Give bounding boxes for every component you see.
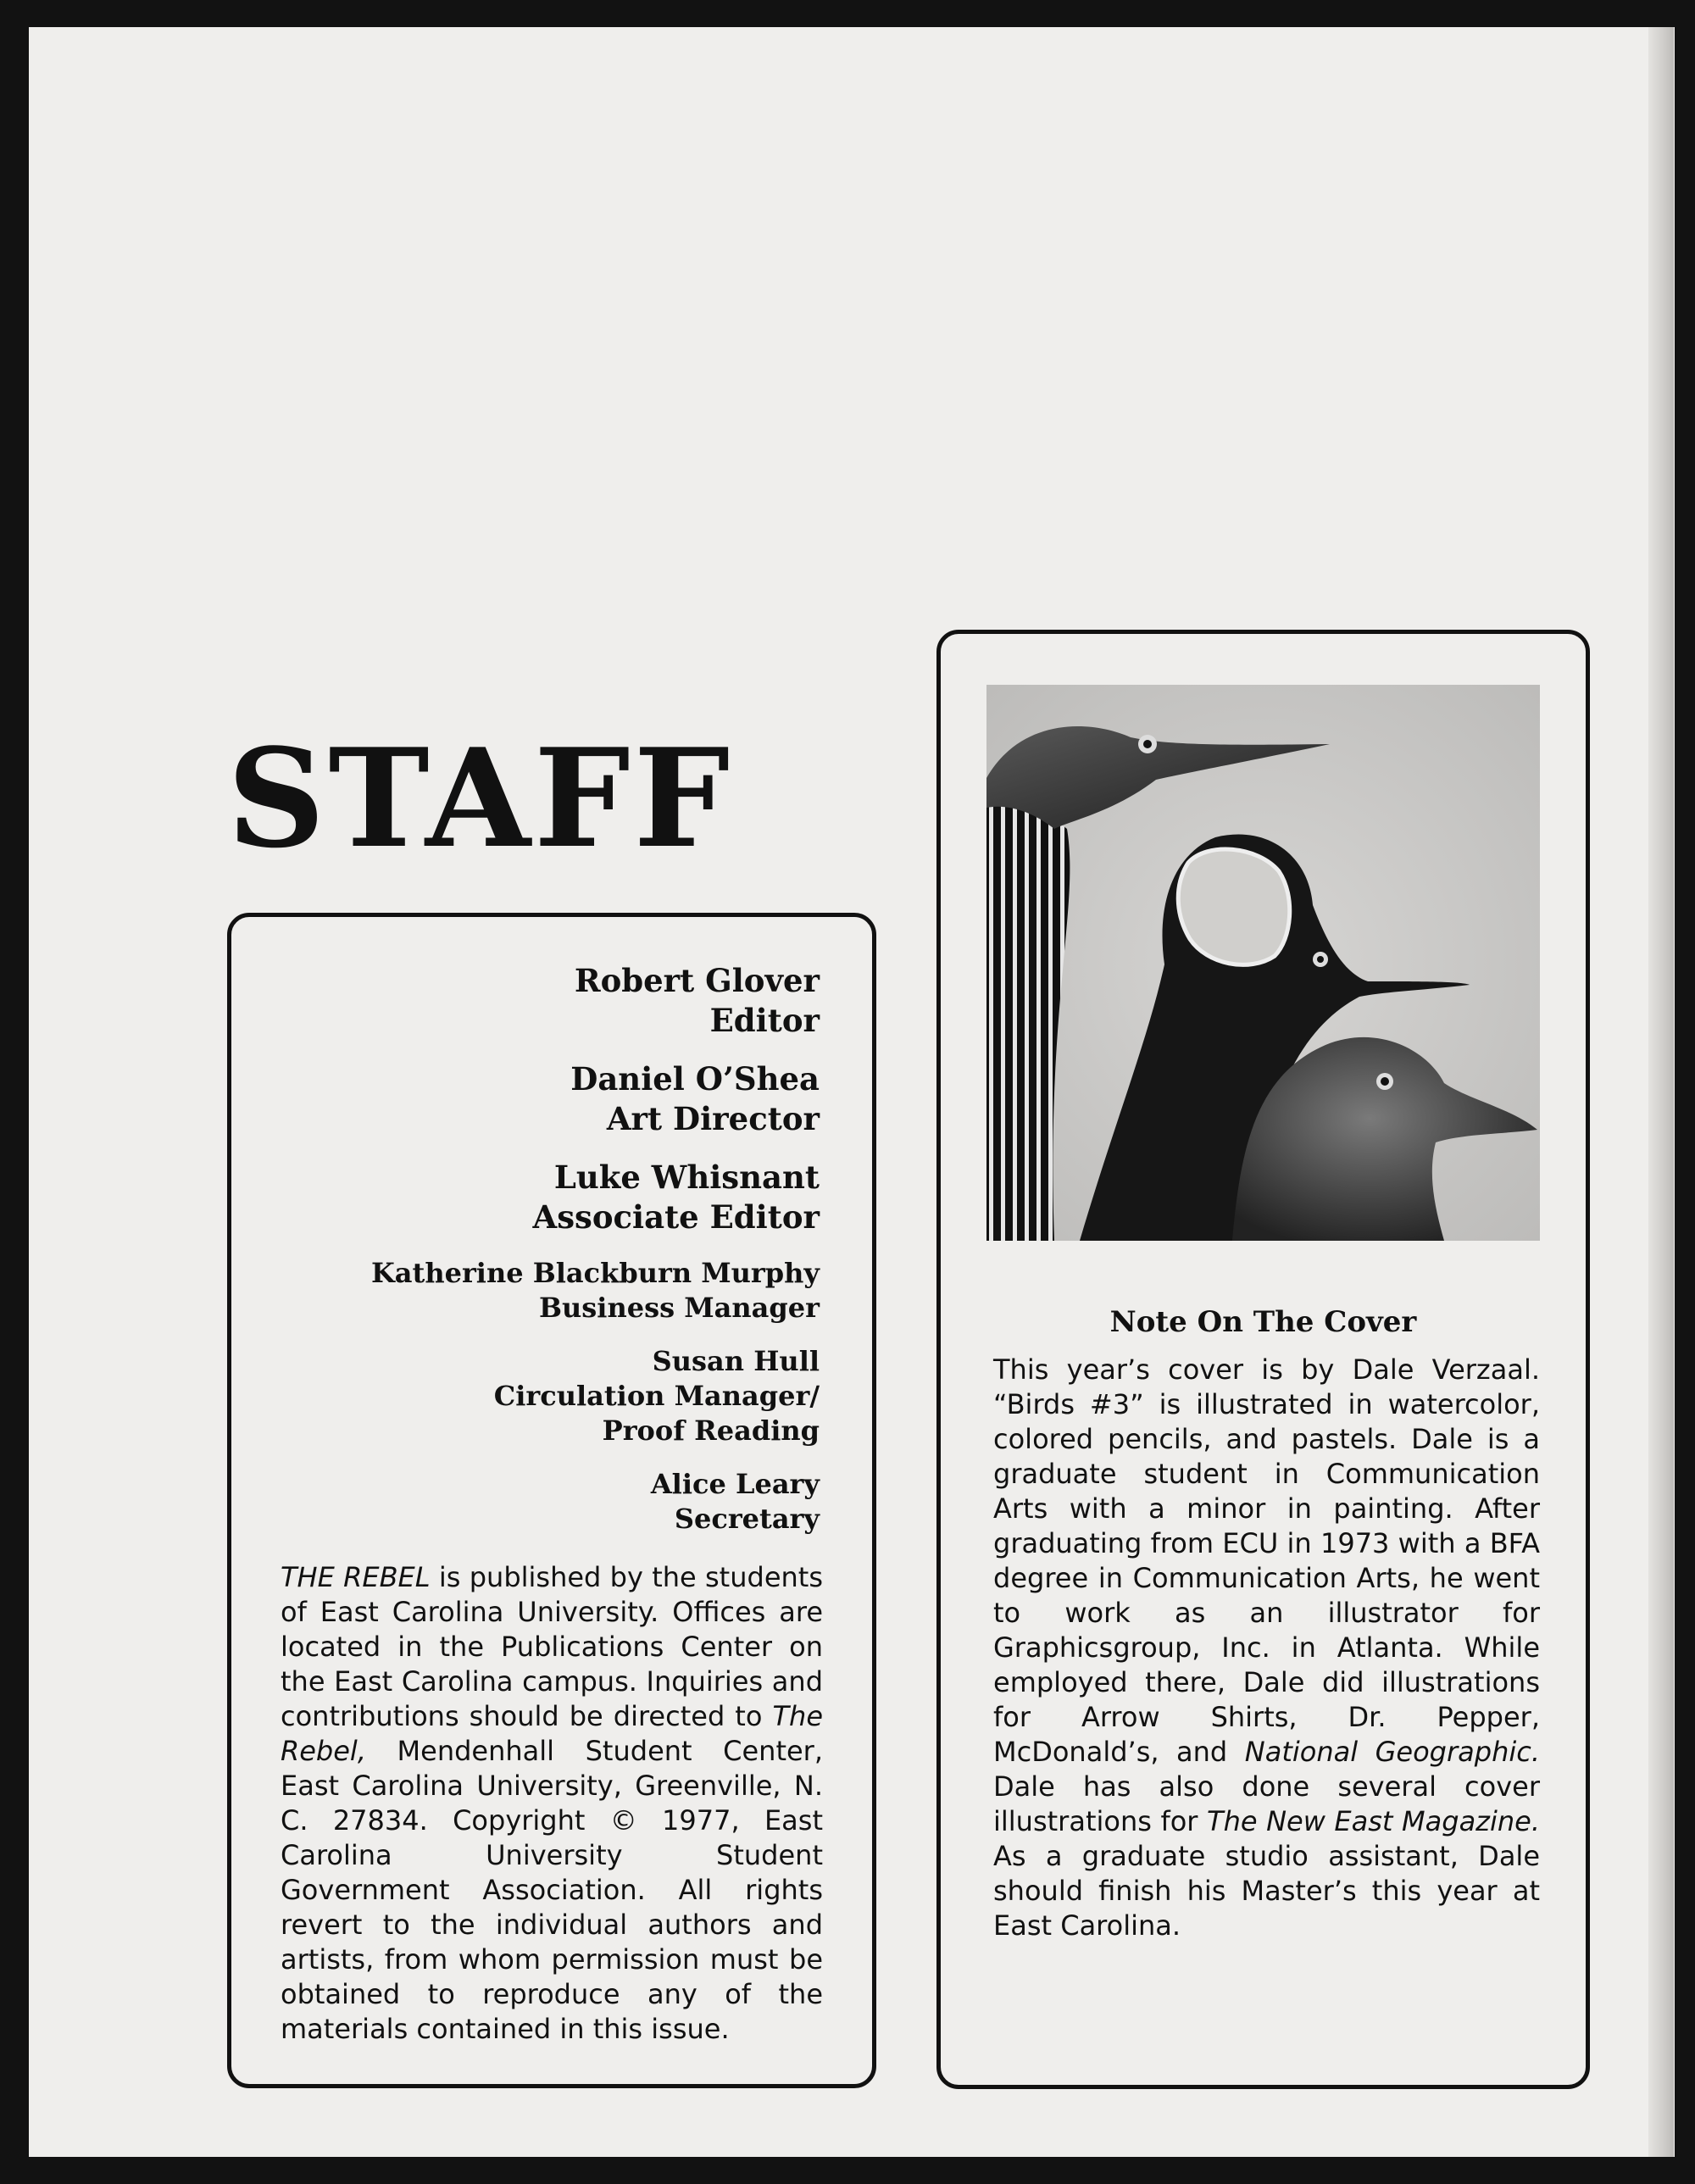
- staff-title: Secretary: [674, 1503, 820, 1535]
- cover-note-text-part: As a graduate studio assistant, Dale should finish his Master’s this year at East Carolina.: [993, 1840, 1540, 1942]
- cover-note-text-part: Dale has also done several cover illustrations for: [993, 1770, 1540, 1837]
- staff-name: Luke Whisnant: [553, 1159, 820, 1196]
- staff-entry: [371, 1256, 820, 1325]
- page-spine-edge: [1648, 27, 1674, 2157]
- staff-entry: [371, 1158, 820, 1237]
- staff-name: Robert Glover: [574, 962, 820, 999]
- staff-title-continued: Proof Reading: [602, 1414, 820, 1447]
- staff-title: Associate Editor: [532, 1198, 820, 1236]
- staff-roles-list: [371, 961, 820, 1555]
- cover-note-box: [936, 630, 1590, 2089]
- cover-note-text-part: This year’s cover is by Dale Verzaal. “Birds #3” is illustrated in watercolor, colored pencils, and pastels. Dale is a graduate student in Communication Arts with a minor in painting. After graduating from ECU in 1973 with a BFA degree in Communication Arts, he went to work as an illustrator for Graphicsgroup, Inc. in Atlanta. While employed there, Dale did illustrations for Arrow Shirts, Dr. Pepper, McDonald’s, and: [993, 1353, 1540, 1768]
- staff-name: Daniel O’Shea: [570, 1060, 820, 1098]
- staff-title: Circulation Manager/: [493, 1380, 820, 1412]
- publication-text-continued: Mendenhall Student Center, East Carolina University, Greenville, N. C. 27834. Copyright © 1977, East Carolina University Student Government Association. All rights revert to the individual authors and artists, from whom permission must be obtained to reproduce any of the materials contained in this issue.: [281, 1735, 823, 2045]
- staff-entry: [371, 1344, 820, 1448]
- publication-text: is published by the students of East Carolina University. Offices are located in the Publications Center on the East Carolina campus. Inquiries and contributions should be directed to: [281, 1561, 824, 1732]
- magazine-name: THE REBEL: [281, 1561, 431, 1593]
- staff-heading: STAFF: [227, 719, 734, 878]
- cover-note-heading: Note On The Cover: [1109, 1305, 1417, 1339]
- staff-box: [227, 913, 876, 2088]
- publication-notice: [281, 1560, 823, 2047]
- staff-title: Business Manager: [538, 1292, 820, 1324]
- cover-illustration-birds: [986, 685, 1540, 1241]
- staff-entry: [371, 961, 820, 1041]
- staff-name: Katherine Blackburn Murphy: [370, 1257, 820, 1289]
- staff-name: Alice Leary: [650, 1468, 820, 1500]
- cover-note-text: [993, 1353, 1540, 1943]
- staff-entry: [371, 1059, 820, 1139]
- staff-title: Art Director: [606, 1100, 820, 1137]
- cover-note-italic: The New East Magazine.: [1207, 1805, 1541, 1837]
- magazine-name-inline: The Rebel,: [281, 1700, 823, 1767]
- cover-note-italic: National Geographic.: [1244, 1736, 1541, 1768]
- staff-entry: [371, 1467, 820, 1537]
- staff-name: Susan Hull: [652, 1345, 820, 1377]
- staff-title: Editor: [709, 1002, 820, 1039]
